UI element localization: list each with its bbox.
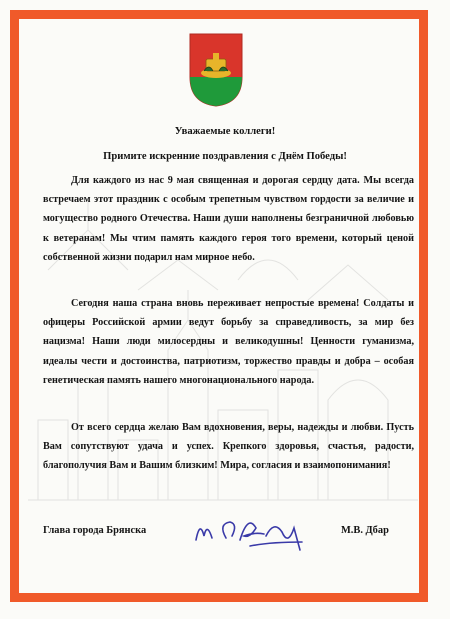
- handwritten-signature: [190, 506, 310, 556]
- congratulation-line: Примите искренние поздравления с Днём Победы!: [103, 151, 347, 162]
- signer-name: М.В. Дбар: [341, 525, 389, 536]
- signer-title: Глава города Брянска: [43, 525, 147, 536]
- letter-paragraph: Для каждого из нас 9 мая священная и дорогая сердцу дата. Мы всегда встречаем этот праздник с особым трепетным чувством гордости за величие и могущество родного Отечества. Наши души наполнены безграничной любовью к ветеранам! Мы чтим память каждого героя того времени, который ценой собственной жизни подарил нам мирное небо.: [43, 175, 414, 263]
- bryansk-coat-of-arms-icon: [189, 33, 243, 107]
- letter-paragraph: От всего сердца желаю Вам вдохновения, веры, надежды и любви. Пусть Вам сопутствуют удача и успех. Крепкого здоровья, счастья, радости, благополучия Вам и Вашим близким! Мира, согласия и взаимопонимания!: [43, 422, 414, 472]
- letter-paragraph: Сегодня наша страна вновь переживает непростые времена! Солдаты и офицеры Российской армии ведут борьбу за справедливость, за мир без нацизма! Наши люди милосердны и великодушны! Ценности гуманизма, идеалы чести и достоинства, патриотизм, торжество правды и добра – особая генетическая память нашего многонационального народа.: [43, 298, 414, 386]
- greeting-line: Уважаемые коллеги!: [174, 126, 276, 137]
